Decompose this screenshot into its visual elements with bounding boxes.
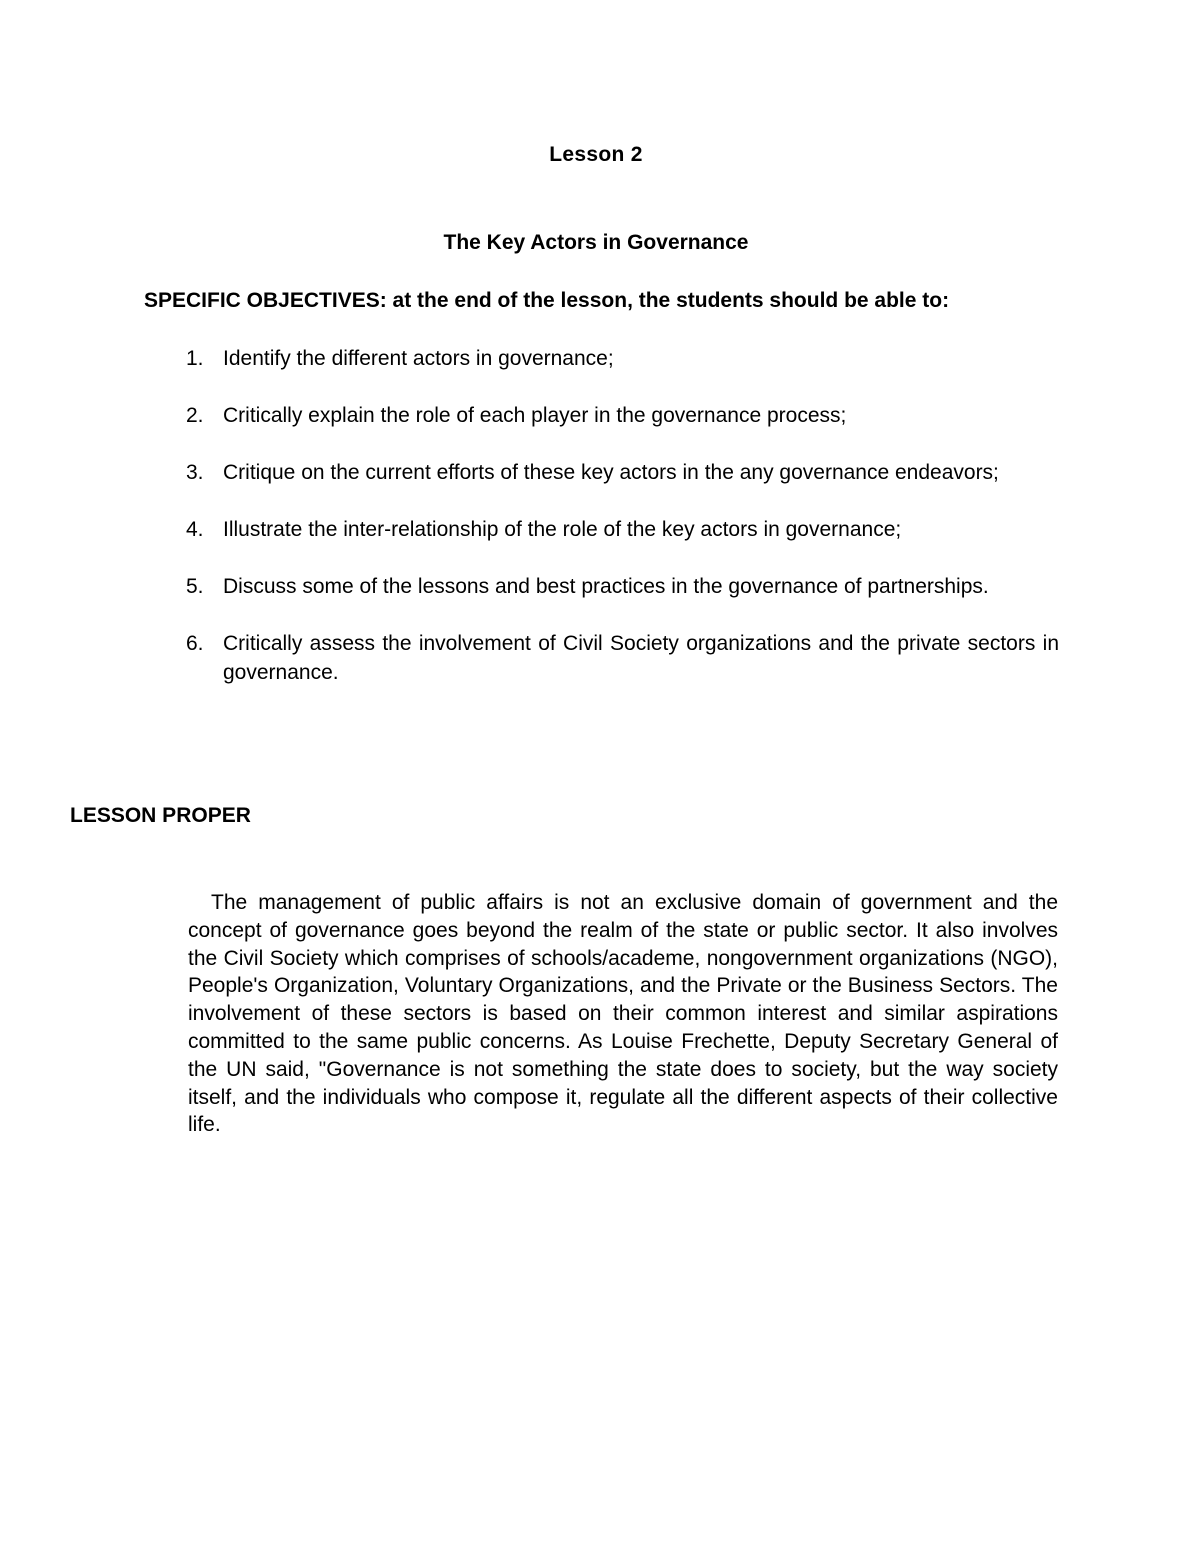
objective-number: 2. bbox=[186, 404, 204, 427]
lesson-title: The Key Actors in Governance bbox=[443, 231, 749, 254]
objective-item bbox=[176, 402, 1059, 431]
objective-number: 3. bbox=[186, 461, 204, 484]
objective-item bbox=[176, 630, 1059, 687]
objective-text: Critically explain the role of each player in the governance process; bbox=[223, 404, 847, 427]
objective-item bbox=[176, 573, 1059, 602]
objective-text: Discuss some of the lessons and best practices in the governance of partnerships. bbox=[223, 575, 989, 598]
objective-item bbox=[176, 345, 1059, 374]
lesson-proper-heading: LESSON PROPER bbox=[70, 804, 251, 827]
objective-text: Identify the different actors in governance; bbox=[223, 347, 614, 370]
objective-number: 5. bbox=[186, 575, 204, 598]
lesson-paragraph: The management of public affairs is not an exclusive domain of government and the concept of governance goes beyond the realm of the state or public sector. It also involves the Civil Society which comprises of schools/academe, nongovernment organizations (NGO), People's Organization, Voluntary Organizations, and the Private or the Business Sectors. The involvement of these sectors is based on their common interest and similar aspirations committed to the same public concerns. As Louise Frechette, Deputy Secretary General of the UN said, "Governance is not something the state does to society, but the way society itself, and the individuals who compose it, regulate all the different aspects of their collective life. bbox=[188, 891, 1058, 1137]
objective-text: Critically assess the involvement of Civil Society organizations and the private sectors in governance. bbox=[223, 632, 1059, 684]
objectives-list bbox=[176, 345, 1059, 716]
objective-item bbox=[176, 459, 1059, 488]
objective-text: Illustrate the inter-relationship of the role of the key actors in governance; bbox=[223, 518, 902, 541]
objective-number: 6. bbox=[186, 632, 204, 655]
objective-text: Critique on the current efforts of these key actors in the any governance endeavors; bbox=[223, 461, 999, 484]
objective-number: 4. bbox=[186, 518, 204, 541]
lesson-number: Lesson 2 bbox=[549, 143, 643, 166]
objective-item bbox=[176, 516, 1059, 545]
objective-number: 1. bbox=[186, 347, 204, 370]
objectives-heading: SPECIFIC OBJECTIVES: at the end of the lesson, the students should be able to: bbox=[144, 289, 950, 312]
